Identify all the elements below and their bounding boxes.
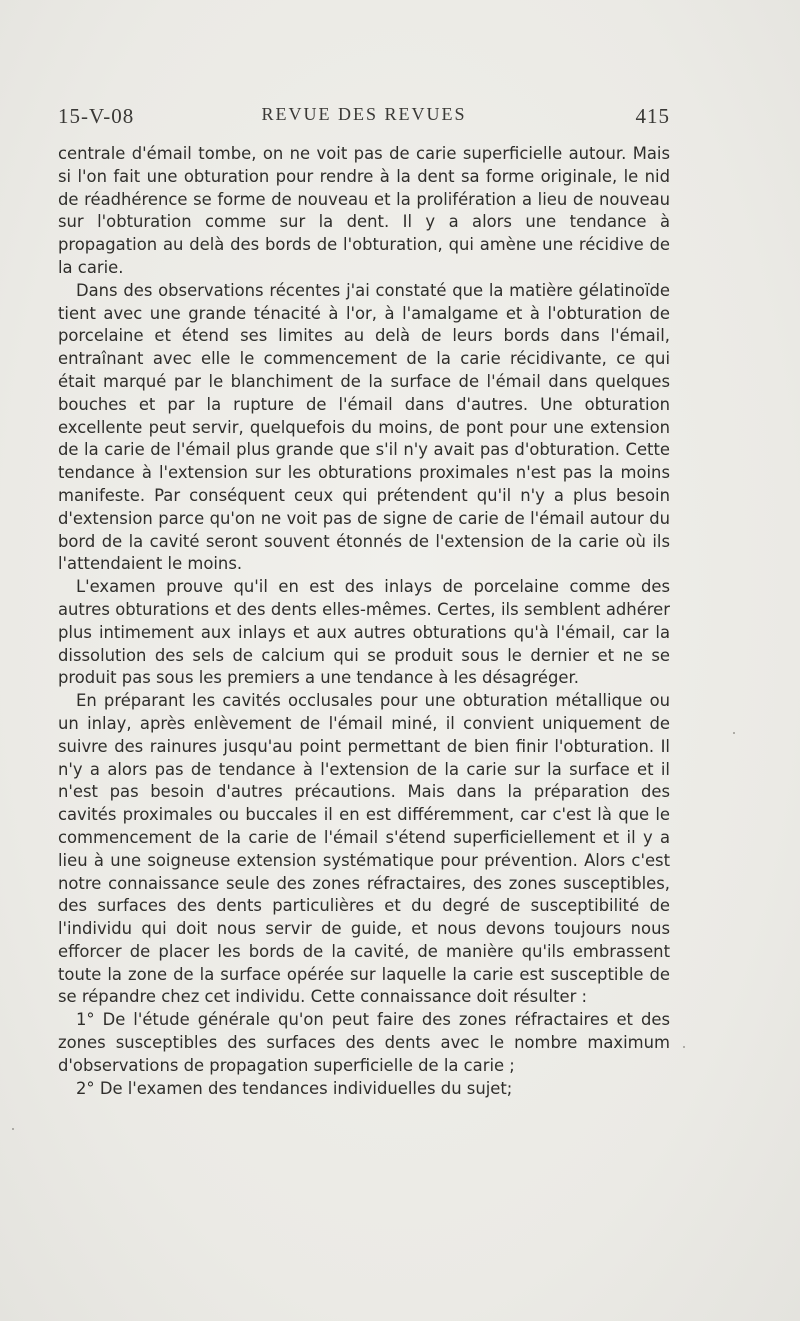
paper-speck xyxy=(12,1128,14,1130)
running-header xyxy=(58,104,670,134)
page-number: 415 xyxy=(635,104,670,128)
list-item-paragraph: 1° De l'étude générale qu'on peut faire des zones réfractaires et des zones susceptibles des surfaces des dents avec le nombre maximum d'observations de propagation superficielle de la carie ; xyxy=(58,1010,670,1075)
paragraph-continued: centrale d'émail tombe, on ne voit pas de carie superficielle autour. Mais si l'on fait une obturation pour rendre à la dent sa forme originale, le nid de réadhérence se forme de nouveau et la prolifération a lieu de nouveau sur l'obturation comme sur la dent. Il y a alors une tendance à propagation au delà des bords de l'obturation, qui amène une récidive de la carie. xyxy=(58,144,670,277)
page-body xyxy=(58,143,670,1100)
paper-speck xyxy=(683,1046,685,1048)
paragraph: Dans des observations récentes j'ai constaté que la matière gélatinoïde tient avec une grande ténacité à l'or, à l'amalgame et à l'obturation de porcelaine et étend ses limites au delà de leurs bords dans l'émail, entraînant avec elle le commencement de la carie récidivante, ce qui était marqué par le blanchiment de la surface de l'émail dans quelques bouches et par la rupture de l'émail dans d'autres. Une obturation excellente peut servir, quelquefois du moins, de pont pour une extension de la carie de l'émail plus grande que s'il n'y avait pas d'obturation. Cette tendance à l'extension sur les obturations proximales n'est pas la moins manifeste. Par conséquent ceux qui prétendent qu'il n'y a plus besoin d'extension parce qu'on ne voit pas de signe de carie de l'émail autour du bord de la cavité seront souvent étonnés de l'extension de la carie où ils l'attendaient le moins. xyxy=(58,280,670,574)
paragraph: L'examen prouve qu'il en est des inlays de porcelaine comme des autres obturations et des dents elles-mêmes. Certes, ils semblent adhérer plus intimement aux inlays et aux autres obturations qu'à l'émail, car la dissolution des sels de calcium qui se produit sous le dernier et ne se produit pas sous les premiers a une tendance à les désagréger. xyxy=(58,577,670,688)
paper-speck xyxy=(733,732,735,734)
header-title: REVUE DES REVUES xyxy=(261,104,467,124)
list-item-paragraph: 2° De l'examen des tendances individuelles du sujet; xyxy=(76,1078,513,1098)
header-date: 15-V-08 xyxy=(58,104,135,128)
paragraph: En préparant les cavités occlusales pour une obturation métallique ou un inlay, après enlèvement de l'émail miné, il convient uniquement de suivre des rainures jusqu'au point permettant de bien finir l'obturation. Il n'y a alors pas de tendance à l'extension de la carie sur la surface et il n'est pas besoin d'autres précautions. Mais dans la préparation des cavités proximales ou buccales il en est différemment, car c'est là que le commencement de la carie de l'émail s'étend superficiellement et il y a lieu à une soigneuse extension systématique pour prévention. Alors c'est notre connaissance seule des zones réfractaires, des zones susceptibles, des surfaces des dents particulières et du degré de susceptibilité de l'individu qui doit nous servir de guide, et nous devons toujours nous efforcer de placer les bords de la cavité, de manière qu'ils embrassent toute la zone de la surface opérée sur laquelle la carie est susceptible de se répandre chez cet individu. Cette connaissance doit résulter : xyxy=(58,691,670,1007)
